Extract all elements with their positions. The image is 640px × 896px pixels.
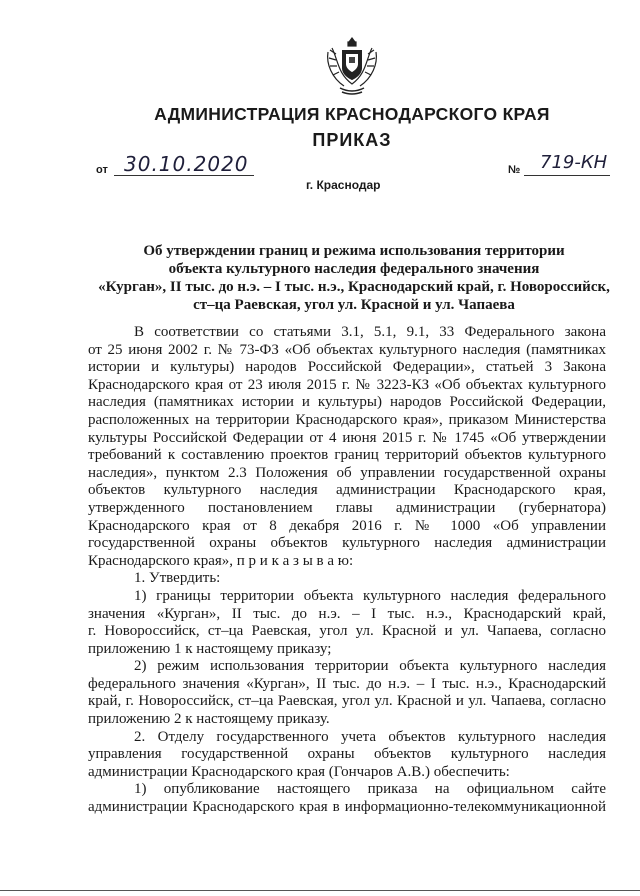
title-line: Об утверждении границ и режима использования территории bbox=[143, 243, 565, 259]
coat-of-arms-emblem bbox=[324, 34, 380, 98]
body-line: наследия (памятниках истории и культуры) народов Российской Федерации, bbox=[88, 394, 606, 411]
body-line: 1) границы территории объекта культурного наследия федерального bbox=[134, 587, 606, 604]
title-line: объекта культурного наследия федерального значения bbox=[168, 261, 540, 277]
body-line: Краснодарского края от 8 декабря 2016 г. № 1000 «Об управлении bbox=[88, 517, 606, 534]
body-line: приложению 1 к настоящему приказу; bbox=[88, 640, 332, 657]
body-line: требований к составлению проектов границ территорий объектов культурного bbox=[88, 447, 606, 464]
body-line: 1) опубликование настоящего приказа на официальном сайте bbox=[134, 781, 606, 798]
organization-name: АДМИНИСТРАЦИЯ КРАСНОДАРСКОГО КРАЯ bbox=[154, 104, 550, 124]
title-line: «Курган», II тыс. до н.э. – I тыс. н.э., Краснодарский край, г. Новороссийск, bbox=[98, 279, 610, 295]
title-line: ст–ца Раевская, угол ул. Красной и ул. Чапаева bbox=[193, 297, 515, 313]
body-line: управления государственной охраны объектов культурного наследия bbox=[88, 746, 606, 763]
number-underline bbox=[524, 175, 610, 176]
body-text bbox=[88, 324, 606, 817]
number-label: № bbox=[508, 164, 521, 176]
body-line: г. Новороссийск, ст–ца Раевская, угол ул. Красной и ул. Чапаева, согласно bbox=[88, 623, 606, 640]
body-line: Краснодарского края от 23 июля 2015 г. № 3223-КЗ «Об объектах культурного bbox=[88, 376, 606, 393]
body-line: истории и культуры) народов Российской Федерации», статьей 3 Закона bbox=[88, 359, 606, 376]
body-line: 2. Отделу государственного учета объектов культурного наследия bbox=[134, 728, 606, 745]
handwritten-date: 30.10.2020 bbox=[124, 152, 249, 176]
body-line: государственной охраны объектов культурного наследия администрации bbox=[88, 535, 606, 552]
document-type: ПРИКАЗ bbox=[312, 130, 392, 150]
body-line: от 25 июня 2002 г. № 73-ФЗ «Об объектах культурного наследия (памятниках bbox=[88, 341, 606, 358]
handwritten-number: 719-КН bbox=[540, 152, 608, 173]
body-line: приложению 2 к настоящему приказу. bbox=[88, 711, 330, 728]
body-line: объектов культурного наследия администрации Краснодарского края, bbox=[88, 482, 606, 499]
body-line: администрации Краснодарского края в информационно-телекоммуникационной bbox=[88, 799, 606, 816]
body-line: администрации Краснодарского края (Гончаров А.В.) обеспечить: bbox=[88, 763, 510, 780]
city: г. Краснодар bbox=[306, 178, 381, 192]
body-line: В соответствии со статьями 3.1, 5.1, 9.1, 33 Федерального закона bbox=[134, 324, 606, 340]
body-line: 1. Утвердить: bbox=[134, 570, 221, 587]
body-line: значения «Курган», II тыс. до н.э. – I тыс. н.э., Краснодарский край, bbox=[88, 605, 606, 622]
body-line: культуры Российской Федерации от 4 июня 2015 г. № 1745 «Об утверждении bbox=[88, 429, 606, 446]
body-line: расположенных на территории Краснодарского края», приказом Министерства bbox=[88, 411, 606, 428]
body-line: Краснодарского края», п р и к а з ы в а ю: bbox=[88, 552, 354, 569]
body-line: 2) режим использования территории объекта культурного наследия bbox=[134, 658, 606, 675]
body-line: наследия», пунктом 2.3 Положения об управлении государственной охраны bbox=[88, 464, 606, 481]
order-title bbox=[92, 242, 616, 314]
page-bottom-edge bbox=[0, 890, 640, 891]
body-line: утвержденного постановлением главы администрации (губернатора) bbox=[88, 499, 606, 516]
body-line: федерального значения «Курган», II тыс. до н.э. – I тыс. н.э., Краснодарский bbox=[88, 675, 606, 692]
body-line: край, г. Новороссийск, ст–ца Раевская, угол ул. Красной и ул. Чапаева, согласно bbox=[88, 693, 606, 710]
date-label: от bbox=[96, 164, 108, 176]
